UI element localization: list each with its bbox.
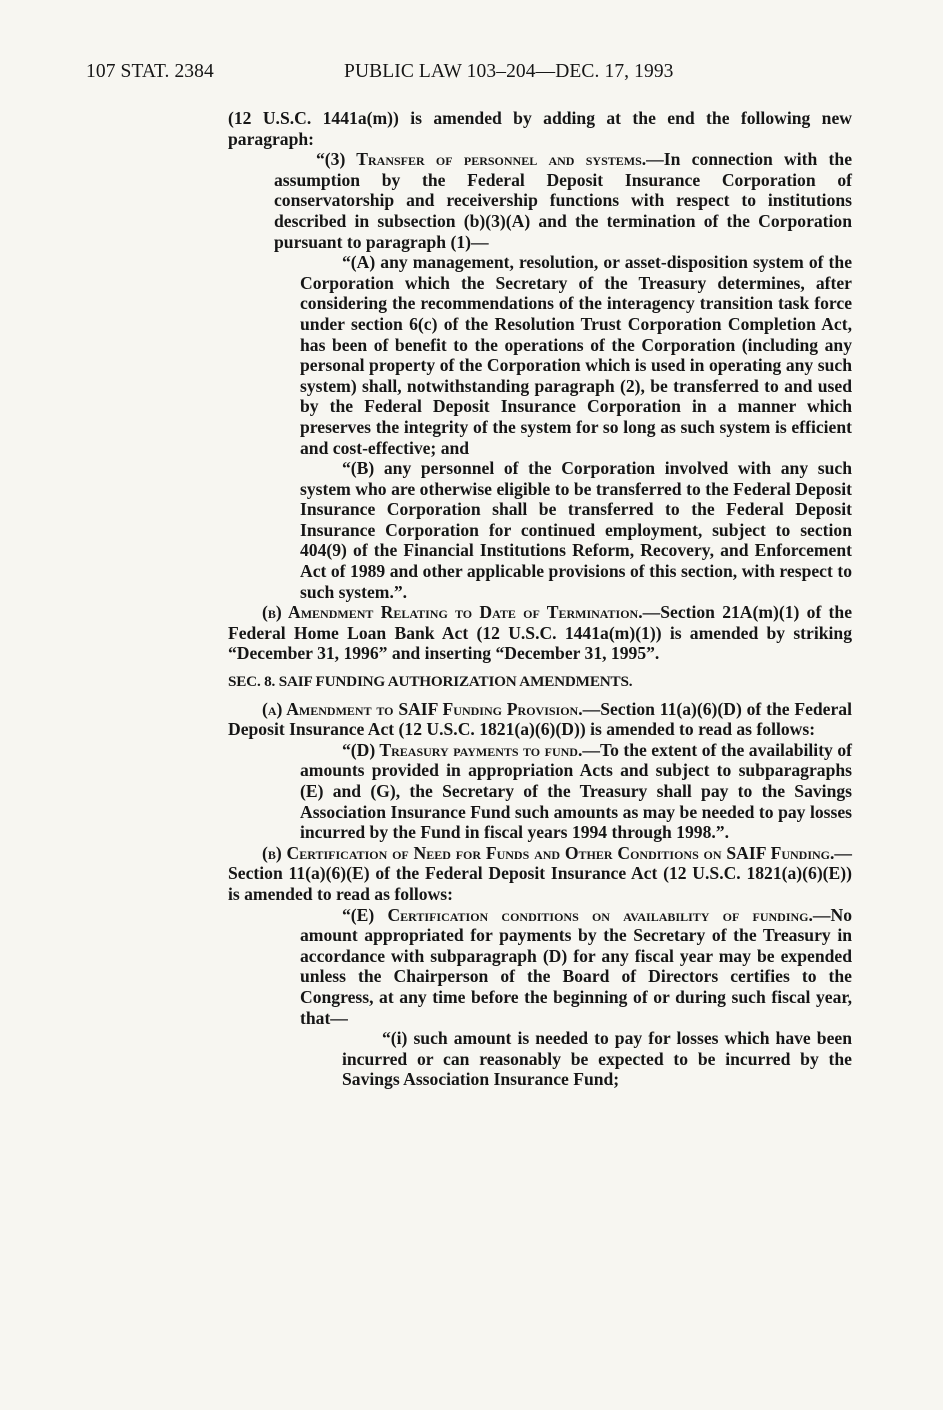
subparagraph-d-treasury-payments	[300, 740, 852, 843]
paragraph-certification-need-funds	[228, 843, 852, 905]
paragraph-heading: (b) Certification of Need for Funds and Other Conditions on SAIF Funding.	[262, 842, 835, 863]
paragraph-amendment-date-termination	[228, 602, 852, 664]
clause-i-amount-needed: “(i) such amount is needed to pay for losses which have been incurred or can reasonably be expected to be incurred by the Savings Association Insurance Fund;	[342, 1028, 852, 1090]
paragraph-text: —Section 11(a)(6)(E) of the Federal Deposit Insurance Act (12 U.S.C. 1821(a)(6)(E)) is amended to read as follows:	[228, 842, 852, 904]
paragraph-text: —No amount appropriated for payments by the Secretary of the Treasury in accordance with subparagraph (D) for any fiscal year may be expended unless the Chairperson of the Board of Directors certifies to the Congress, at any time before the beginning of or during such fiscal year, that—	[300, 904, 852, 1028]
paragraph-transfer-personnel-systems	[274, 149, 852, 252]
paragraph-amendment-intro: (12 U.S.C. 1441a(m)) is amended by adding at the end the following new paragraph:	[228, 108, 852, 149]
paragraph-heading: “(E) Certification conditions on availability of funding.	[342, 904, 813, 925]
paragraph-text: —In connection with the assumption by the Federal Deposit Insurance Corporation of conservatorship and receivership functions with respect to institutions described in subsection (b)(3)(A) and the termination of the Corporation pursuant to paragraph (1)—	[274, 149, 853, 252]
paragraph-saif-funding-provision	[228, 699, 852, 740]
section-heading: SEC. 8. SAIF FUNDING AUTHORIZATION AMENDMENTS.	[228, 673, 633, 691]
paragraph-heading: (a) Amendment to SAIF Funding Provision.	[262, 698, 583, 719]
subparagraph-a-systems: “(A) any management, resolution, or asset-disposition system of the Corporation which the Secretary of the Treasury determines, after considering the recommendations of the interagency transition task force under section 6(c) of the Resolution Trust Corporation Completion Act, has been of benefit to the operations of the Corporation (including any personal property of the Corporation which is used in operating any such system) shall, notwithstanding paragraph (2), be transferred to and used by the Federal Deposit Insurance Corporation in a manner which preserves the integrity of the system for so long as such system is efficient and cost-effective; and	[300, 252, 852, 458]
subparagraph-e-certification-conditions	[300, 905, 852, 1029]
paragraph-text: —To the extent of the availability of amounts provided in appropriation Acts and subject to subparagraphs (E) and (G), the Secretary of the Treasury shall pay to the Savings Association Insurance Fund such amounts as may be needed to pay losses incurred by the Fund in fiscal years 1994 through 1998.”.	[300, 739, 852, 843]
document-body	[228, 108, 852, 1090]
public-law-citation: PUBLIC LAW 103–204—DEC. 17, 1993	[344, 61, 674, 82]
subparagraph-b-personnel: “(B) any personnel of the Corporation involved with any such system who are otherwise eligible to be transferred to the Federal Deposit Insurance Corporation shall be transferred to the Federal Deposit Insurance Corporation for continued employment, subject to section 404(9) of the Financial Institutions Reform, Recovery, and Enforcement Act of 1989 and other applicable provisions of this section, with respect to such system.”.	[300, 458, 852, 602]
paragraph-heading: “(3) Transfer of personnel and systems.	[316, 149, 647, 170]
paragraph-heading: (b) Amendment Relating to Date of Termination.	[262, 602, 643, 623]
paragraph-text: —Section 11(a)(6)(D) of the Federal Deposit Insurance Act (12 U.S.C. 1821(a)(6)(D)) is amended to read as follows:	[228, 698, 852, 740]
paragraph-text: —Section 21A(m)(1) of the Federal Home Loan Bank Act (12 U.S.C. 1441a(m)(1)) is amended by striking “December 31, 1996” and inserting “December 31, 1995”.	[228, 602, 852, 664]
paragraph-heading: “(D) Treasury payments to fund.	[342, 739, 583, 760]
stat-page-reference: 107 STAT. 2384	[86, 61, 214, 82]
